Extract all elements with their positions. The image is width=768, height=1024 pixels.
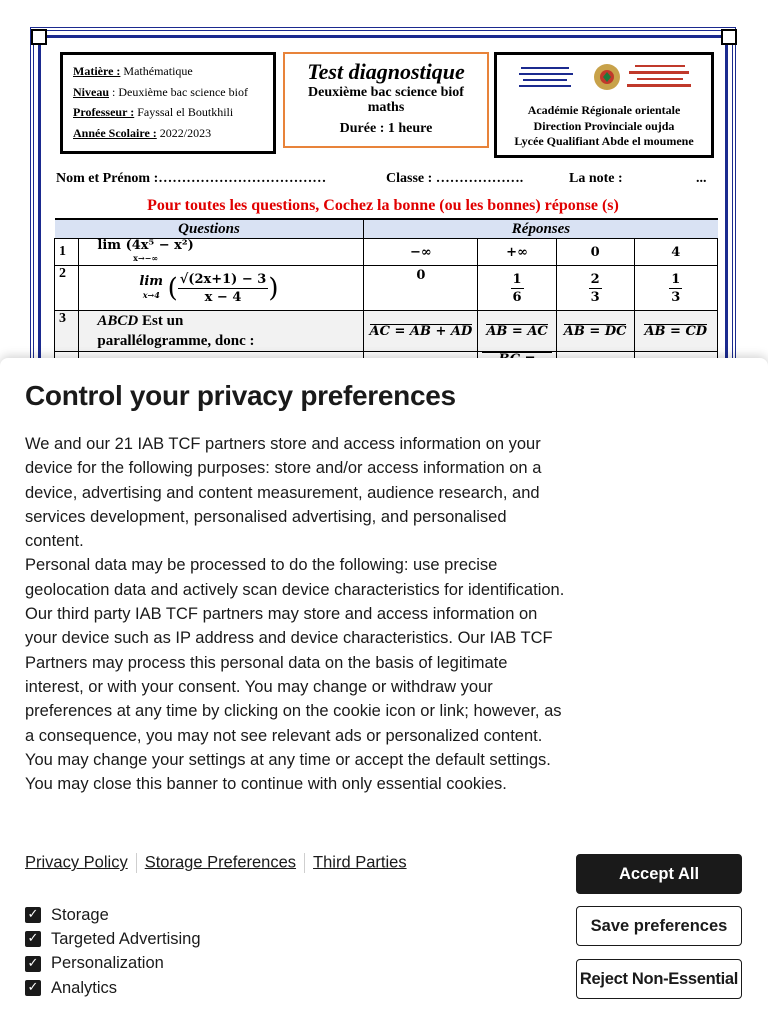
- vector-answer: AB = CD: [644, 323, 708, 339]
- checkmark-icon[interactable]: ✓: [25, 907, 41, 923]
- personalization-checkbox[interactable]: [25, 952, 201, 976]
- answer-cell[interactable]: [478, 266, 556, 311]
- banner-paragraph: Personal data may be processed to do the following: use precise geolocation data and actively scan device characteristics for identification.: [25, 556, 565, 599]
- table-row: [55, 239, 718, 266]
- student-name-field: Nom et Prénom :………………………………: [56, 171, 327, 186]
- annee-label: Année Scolaire :: [73, 125, 157, 140]
- questions-header: Questions: [55, 219, 364, 239]
- limit-subscript: x→4: [142, 289, 160, 300]
- fraction-numerator: √(2x+1) − 3: [179, 271, 267, 287]
- vector-answer: AB = DC: [563, 323, 627, 339]
- banner-links: [25, 853, 407, 873]
- answer-cell[interactable]: [364, 266, 478, 311]
- table-row: [55, 311, 718, 352]
- answer-cell[interactable]: [634, 266, 717, 311]
- answer-cell[interactable]: −∞: [364, 239, 478, 266]
- question-text: lim x→4 ( $\frac{√(2x+1) - 3}{x - 4}$ ): [79, 266, 364, 311]
- instruction-text: Pour toutes les questions, Cochez la bonne (ou les bonnes) réponse (s): [147, 197, 619, 214]
- storage-preferences-link[interactable]: Storage Preferences: [144, 853, 297, 872]
- answer-cell[interactable]: 0: [556, 239, 634, 266]
- answer-cell[interactable]: [556, 266, 634, 311]
- question-number: 2: [55, 266, 79, 311]
- analytics-checkbox[interactable]: [25, 976, 201, 1000]
- link-divider: [136, 853, 137, 873]
- answer-cell[interactable]: [556, 311, 634, 352]
- answers-header: Réponses: [364, 219, 718, 239]
- answer-cell[interactable]: +∞: [478, 239, 556, 266]
- answer-cell[interactable]: [634, 311, 717, 352]
- annee-value: 2022/2023: [159, 125, 212, 140]
- question-number: 3: [55, 311, 79, 352]
- question-text: [79, 311, 364, 352]
- exam-document: [30, 27, 736, 367]
- question-part: parallélogramme, donc :: [97, 333, 255, 349]
- vector-answer: AC = AB + AD: [369, 323, 473, 339]
- ministry-logo-icon: [517, 61, 697, 97]
- vector-answer: AB = AC: [486, 323, 548, 339]
- checkmark-icon[interactable]: ✓: [25, 931, 41, 947]
- answer-numerator: 1: [671, 271, 681, 287]
- limit-label: lim: [139, 273, 164, 289]
- test-subject: maths: [367, 100, 405, 115]
- checkbox-label: Analytics: [51, 978, 118, 997]
- answer-denominator: 6: [512, 289, 522, 305]
- table-row: [55, 266, 718, 311]
- niveau-value: : Deuxième bac science biof: [112, 84, 248, 99]
- test-title-box: [283, 52, 489, 148]
- matiere-value: Mathématique: [123, 64, 193, 78]
- checkmark-icon[interactable]: ✓: [25, 980, 41, 996]
- targeted-advertising-checkbox[interactable]: [25, 927, 201, 951]
- save-preferences-button[interactable]: Save preferences: [576, 906, 742, 946]
- third-parties-link[interactable]: Third Parties: [313, 853, 407, 872]
- answer-denominator: 3: [590, 289, 600, 305]
- checkbox-label: Storage: [51, 905, 109, 924]
- answer-numerator: 1: [512, 271, 522, 287]
- answer-denominator: 3: [671, 289, 681, 305]
- academy-line-2: Direction Provinciale oujda: [533, 118, 675, 133]
- answer-cell[interactable]: [364, 311, 478, 352]
- banner-title: Control your privacy preferences: [25, 380, 456, 411]
- answer-numerator: 2: [590, 271, 600, 287]
- class-field: Classe : ……………….: [386, 171, 524, 186]
- grade-field: La note :: [569, 171, 623, 186]
- question-part: Est un: [138, 313, 184, 329]
- limit-subscript: x→−∞: [133, 253, 159, 263]
- course-info-box: [60, 52, 276, 154]
- academy-line-3: Lycée Qualifiant Abde el moumene: [514, 134, 694, 148]
- academy-box: [494, 52, 714, 158]
- test-level: Deuxième bac science biof: [308, 85, 464, 100]
- link-divider: [304, 853, 305, 873]
- matiere-label: Matière :: [73, 64, 121, 78]
- privacy-policy-link[interactable]: Privacy Policy: [25, 853, 128, 872]
- question-text: [79, 239, 364, 266]
- reject-non-essential-button[interactable]: Reject Non-Essential: [576, 959, 742, 999]
- test-duration: Durée : 1 heure: [339, 121, 433, 136]
- niveau-label: Niveau: [73, 84, 109, 99]
- limit-expression: lim (4x⁵ − x²): [97, 238, 194, 253]
- frame-corner: [721, 29, 737, 45]
- checkbox-label: Targeted Advertising: [51, 929, 201, 948]
- banner-paragraph: Our third party IAB TCF partners may store and access information on your device such as IP address and device characteristics. Our IAB TCF Partners may process this personal data on the basis of legitimate interest, or with your consent. You may change or withdraw your preferences at any time by clicking on the cookie icon or link; however, as a consequence, you may not see relevant ads or personalized content. You may change your settings at any time or accept the default settings. You may close this banner to continue with only essential cookies.: [25, 605, 562, 794]
- fraction-denominator: x − 4: [204, 289, 242, 305]
- consent-checkboxes: [25, 903, 201, 1000]
- question-number: 1: [55, 239, 79, 266]
- answer-value: 0: [416, 268, 426, 283]
- checkmark-icon[interactable]: ✓: [25, 956, 41, 972]
- banner-paragraph: We and our 21 IAB TCF partners store and access information on your device for the following purposes: store and/or access information on a device, advertising and content measurement, audience research, and services development, personalised advertising, and personalised content.: [25, 435, 542, 551]
- answer-cell[interactable]: 4: [634, 239, 717, 266]
- grade-dots: ...: [696, 171, 707, 186]
- accept-all-button[interactable]: Accept All: [576, 854, 742, 894]
- checkbox-label: Personalization: [51, 954, 164, 973]
- test-title: Test diagnostique: [307, 59, 465, 84]
- storage-checkbox[interactable]: [25, 903, 201, 927]
- frame-corner: [31, 29, 47, 45]
- privacy-banner: [0, 358, 768, 1024]
- academy-line-1: Académie Régionale orientale: [527, 103, 681, 117]
- professeur-value: Fayssal el Boutkhili: [137, 105, 234, 119]
- professeur-label: Professeur :: [73, 105, 135, 119]
- quad-name: ABCD: [97, 313, 139, 329]
- banner-body: [25, 432, 565, 796]
- answer-cell[interactable]: [478, 311, 556, 352]
